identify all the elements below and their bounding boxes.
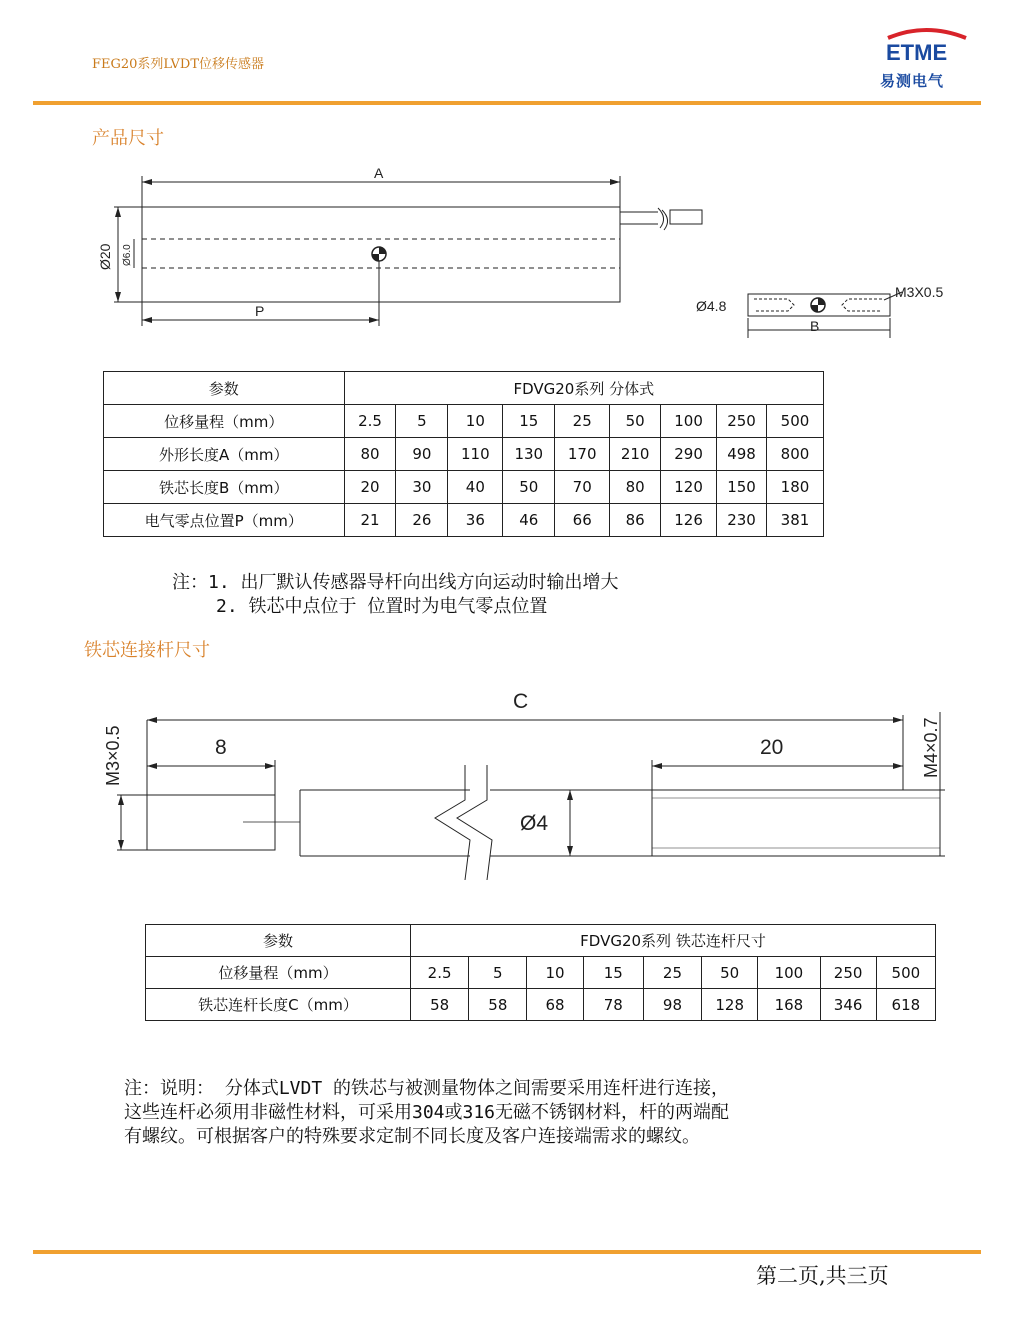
note-line: 这些连杆必须用非磁性材料，可采用304或316无磁不锈钢材料，杆的两端配 — [124, 1102, 730, 1123]
table-cell: 498 — [717, 438, 767, 471]
sensor-spec-table — [103, 371, 824, 537]
table-row — [104, 405, 824, 438]
document-header-title: FEG20系列LVDT位移传感器 — [92, 57, 265, 72]
table-cell: 618 — [876, 989, 935, 1021]
table-cell: 130 — [503, 438, 555, 471]
table-cell: 36 — [448, 504, 503, 537]
table-row — [104, 438, 824, 471]
table-cell: 46 — [503, 504, 555, 537]
table-cell: 290 — [661, 438, 717, 471]
row-label: 外形长度A（mm） — [104, 438, 345, 471]
table-cell: 58 — [469, 989, 527, 1021]
table-cell: 10 — [448, 405, 503, 438]
dimension-label-a: A — [374, 165, 384, 181]
cable — [620, 212, 658, 224]
note-line-1: 注：1. 出厂默认传感器导杆向出线方向运动时输出增大 — [172, 572, 619, 593]
row-label: 位移量程（mm） — [104, 405, 345, 438]
row-label: 铁芯长度B（mm） — [104, 471, 345, 504]
table-row — [146, 957, 936, 989]
table-cell: 66 — [555, 504, 610, 537]
row-label: 电气零点位置P（mm） — [104, 504, 345, 537]
section-title-core-rod: 铁芯连接杆尺寸 — [84, 640, 210, 661]
table-cell: 26 — [396, 504, 448, 537]
table-cell: 21 — [344, 504, 396, 537]
dimension-label-b: B — [810, 318, 820, 334]
table-cell: 230 — [717, 504, 767, 537]
cable-end — [670, 210, 702, 224]
table-cell: 86 — [610, 504, 661, 537]
table-cell: 100 — [758, 957, 820, 989]
header-series: FDVG20系列 铁芯连杆尺寸 — [411, 925, 936, 957]
table-cell: 250 — [820, 957, 876, 989]
electrical-zero-center-mark — [372, 247, 386, 261]
table-cell: 100 — [661, 405, 717, 438]
table-cell: 5 — [469, 957, 527, 989]
dimension-label-8: 8 — [215, 736, 227, 759]
note-line: 注：说明： 分体式LVDT 的铁芯与被测量物体之间需要采用连杆进行连接， — [124, 1078, 730, 1099]
logo-text: 易测电气 — [880, 72, 945, 90]
table-cell: 80 — [610, 471, 661, 504]
dimension-label-m4: M4×0.7 — [921, 717, 941, 778]
table-cell: 381 — [766, 504, 823, 537]
sensor-dimension-drawing — [80, 158, 980, 348]
table-cell: 346 — [820, 989, 876, 1021]
table-cell: 20 — [344, 471, 396, 504]
dimension-label-d20: Ø20 — [97, 243, 113, 270]
dimension-label-p: P — [255, 303, 265, 319]
table-cell: 15 — [583, 957, 643, 989]
table-cell: 168 — [758, 989, 820, 1021]
dimension-label-d48: Ø4.8 — [696, 298, 727, 314]
table-cell: 25 — [555, 405, 610, 438]
table-header-row — [146, 925, 936, 957]
table-cell: 180 — [766, 471, 823, 504]
table-cell: 210 — [610, 438, 661, 471]
dimension-label-c: C — [513, 690, 529, 713]
dimension-label-20: 20 — [760, 736, 784, 759]
table-cell: 98 — [643, 989, 701, 1021]
table-cell: 500 — [876, 957, 935, 989]
rod-body-left — [300, 790, 470, 856]
note-line-2: 2. 铁芯中点位于 位置时为电气零点位置 — [216, 596, 548, 617]
logo-word: ETME — [886, 40, 948, 65]
dimension-label-m3: M3X0.5 — [895, 284, 944, 300]
core-center-mark — [811, 298, 825, 312]
rod-left-thread — [147, 795, 275, 850]
logo-swoosh — [888, 30, 966, 38]
table-cell: 110 — [448, 438, 503, 471]
table-cell: 58 — [411, 989, 469, 1021]
table-cell: 80 — [344, 438, 396, 471]
core-rod-note — [124, 1077, 729, 1149]
header-series: FDVG20系列 分体式 — [344, 372, 823, 405]
table-cell: 2.5 — [411, 957, 469, 989]
table-header-row — [104, 372, 824, 405]
page-number: 第二页,共三页 — [756, 1264, 889, 1288]
table-cell: 68 — [527, 989, 583, 1021]
table-cell: 78 — [583, 989, 643, 1021]
header-param: 参数 — [146, 925, 411, 957]
row-label: 位移量程（mm） — [146, 957, 411, 989]
table-cell: 2.5 — [344, 405, 396, 438]
table-cell: 90 — [396, 438, 448, 471]
table-cell: 50 — [610, 405, 661, 438]
table-cell: 50 — [503, 471, 555, 504]
rod-body-right — [490, 790, 940, 856]
core-rod-drawing — [95, 690, 955, 890]
row-label: 铁芯连杆长度C（mm） — [146, 989, 411, 1021]
table-cell: 800 — [766, 438, 823, 471]
table-cell: 70 — [555, 471, 610, 504]
dimension-label-m3: M3×0.5 — [103, 725, 123, 786]
dimension-label-d6: Ø6.0 — [122, 244, 133, 266]
table-cell: 170 — [555, 438, 610, 471]
table-cell: 30 — [396, 471, 448, 504]
table-cell: 250 — [717, 405, 767, 438]
table-cell: 50 — [702, 957, 758, 989]
table-cell: 500 — [766, 405, 823, 438]
header-rule — [33, 101, 981, 105]
table-cell: 40 — [448, 471, 503, 504]
table-row — [146, 989, 936, 1021]
section-title-product-dimensions: 产品尺寸 — [92, 128, 164, 149]
table-cell: 126 — [661, 504, 717, 537]
table-cell: 25 — [643, 957, 701, 989]
header-param: 参数 — [104, 372, 345, 405]
note-line: 有螺纹。可根据客户的特殊要求定制不同长度及客户连接端需求的螺纹。 — [124, 1126, 700, 1147]
core-rod-spec-table — [145, 924, 936, 1021]
table-cell: 150 — [717, 471, 767, 504]
table-row — [104, 471, 824, 504]
table-cell: 15 — [503, 405, 555, 438]
footer-rule — [33, 1250, 981, 1254]
table-cell: 5 — [396, 405, 448, 438]
table-row — [104, 504, 824, 537]
dimension-label-d4: Ø4 — [520, 812, 549, 835]
table-cell: 128 — [702, 989, 758, 1021]
table-cell: 10 — [527, 957, 583, 989]
table-cell: 120 — [661, 471, 717, 504]
